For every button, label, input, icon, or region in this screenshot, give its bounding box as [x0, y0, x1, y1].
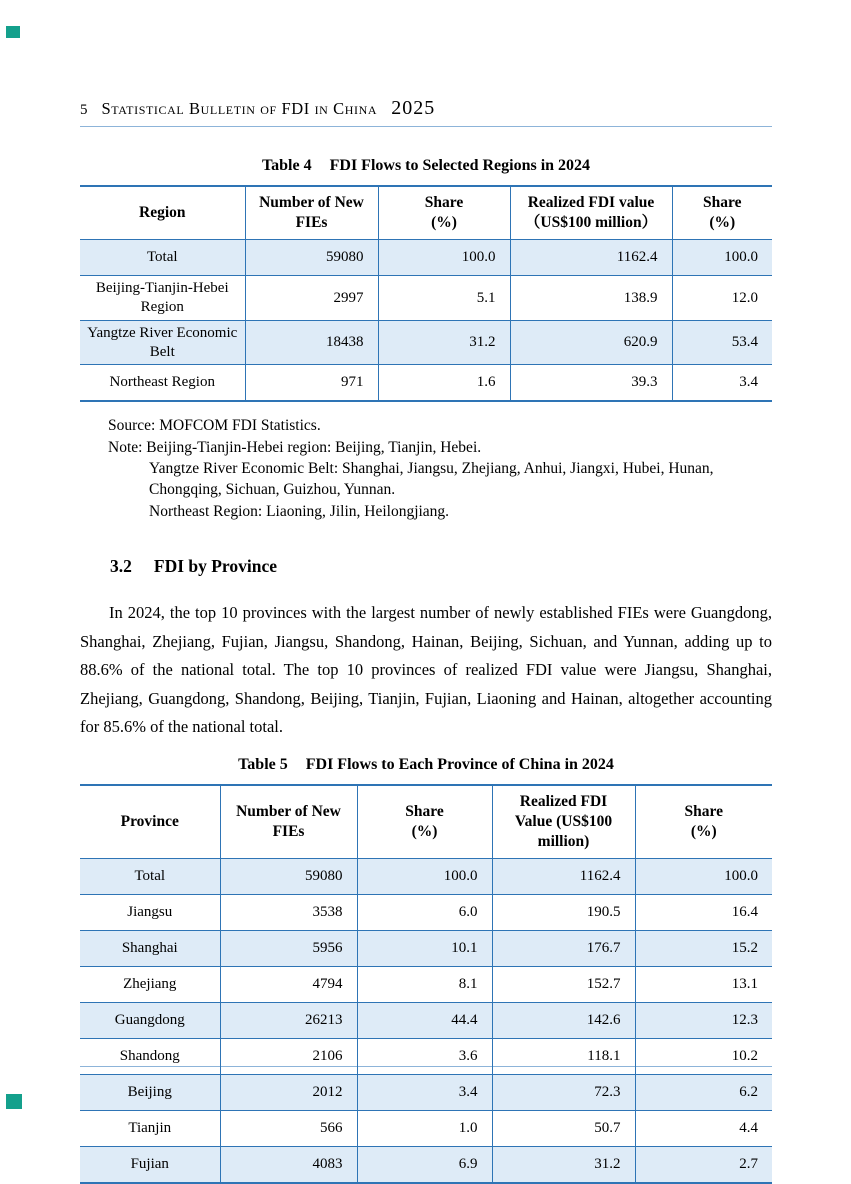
cell-new-fies: 2012	[220, 1075, 357, 1111]
table4-col-region	[80, 186, 245, 240]
table4-col-share2	[672, 186, 772, 240]
cell-province: Zhejiang	[80, 967, 220, 1003]
table-row	[80, 276, 772, 321]
note-line: Northeast Region: Liaoning, Jilin, Heilongjiang.	[149, 502, 450, 520]
cell-share: 3.4	[357, 1075, 492, 1111]
header-line: Share	[684, 802, 723, 820]
cell-fdi-value: 152.7	[492, 967, 635, 1003]
table4-col-fdi-value	[510, 186, 672, 240]
cell-fdi-value: 118.1	[492, 1039, 635, 1075]
cell-share: 12.3	[635, 1003, 772, 1039]
cell-new-fies: 4794	[220, 967, 357, 1003]
cell-fdi-value: 176.7	[492, 931, 635, 967]
cell-share: 100.0	[378, 240, 510, 276]
page-header	[80, 97, 772, 127]
cell-region: Yangtze River Economic Belt	[80, 320, 245, 365]
cell-fdi-value: 142.6	[492, 1003, 635, 1039]
cell-share: 31.2	[378, 320, 510, 365]
cell-share: 15.2	[635, 931, 772, 967]
note-line: Note: Beijing-Tianjin-Hebei region: Beijing, Tianjin, Hebei.	[108, 438, 482, 456]
header-line: （US$100 million）	[524, 214, 658, 232]
cell-share: 6.0	[357, 895, 492, 931]
cell-new-fies: 2997	[245, 276, 378, 321]
header-line: Share	[424, 194, 464, 211]
running-title-year: 2025	[391, 97, 436, 119]
cell-share: 4.4	[635, 1111, 772, 1147]
table-row	[80, 240, 772, 276]
cell-province: Total	[80, 859, 220, 895]
table4-col-new-fies	[245, 186, 378, 240]
table5-title	[80, 756, 772, 774]
cell-fdi-value: 50.7	[492, 1111, 635, 1147]
cell-share: 3.4	[672, 365, 772, 402]
header-line: FIEs	[295, 214, 328, 232]
cell-share: 12.0	[672, 276, 772, 321]
cell-share: 16.4	[635, 895, 772, 931]
cell-share: 1.0	[357, 1111, 492, 1147]
header-line: Share	[703, 194, 742, 211]
table4	[80, 185, 772, 402]
cell-share: 6.9	[357, 1147, 492, 1184]
cell-share: 10.1	[357, 931, 492, 967]
header-line: Number of New	[236, 802, 341, 820]
table4-notes	[108, 415, 772, 522]
cell-share: 100.0	[357, 859, 492, 895]
header-line: (%)	[431, 214, 457, 232]
page-content	[80, 0, 772, 1184]
table-row	[80, 859, 772, 895]
table-row	[80, 1039, 772, 1075]
table-row	[80, 1003, 772, 1039]
table-row	[80, 931, 772, 967]
cell-province: Beijing	[80, 1075, 220, 1111]
header-line: Region	[139, 204, 186, 222]
cell-province: Guangdong	[80, 1003, 220, 1039]
header-line: Number of New	[259, 194, 364, 211]
cell-province: Shandong	[80, 1039, 220, 1075]
note-line: Yangtze River Economic Belt: Shanghai, Jiangsu, Zhejiang, Anhui, Jiangxi, Hubei, Hunan, Chongqing, Sichuan, Guizhou, Yunnan.	[149, 460, 714, 499]
cell-share: 3.6	[357, 1039, 492, 1075]
header-line: Realized FDI value	[527, 194, 655, 211]
cell-new-fies: 2106	[220, 1039, 357, 1075]
table5-label: Table 5	[238, 755, 288, 773]
table-row	[80, 1111, 772, 1147]
cell-new-fies: 3538	[220, 895, 357, 931]
page-number: 5	[80, 102, 88, 118]
cell-fdi-value: 31.2	[492, 1147, 635, 1184]
header-line: (%)	[411, 823, 438, 841]
cell-fdi-value: 72.3	[492, 1075, 635, 1111]
cell-share: 13.1	[635, 967, 772, 1003]
cell-new-fies: 59080	[245, 240, 378, 276]
cell-new-fies: 5956	[220, 931, 357, 967]
cell-new-fies: 18438	[245, 320, 378, 365]
cell-region: Beijing-Tianjin-Hebei Region	[80, 276, 245, 321]
cell-new-fies: 59080	[220, 859, 357, 895]
cell-fdi-value: 620.9	[510, 320, 672, 365]
header-line: (%)	[690, 823, 717, 841]
header-line: Realized FDI	[519, 792, 608, 810]
cell-region: Northeast Region	[80, 365, 245, 402]
table5-caption: FDI Flows to Each Province of China in 2024	[305, 755, 614, 773]
table4-col-share1	[378, 186, 510, 240]
cell-region: Total	[80, 240, 245, 276]
cell-share: 1.6	[378, 365, 510, 402]
source-note: Source: MOFCOM FDI Statistics.	[108, 417, 321, 435]
table5-col-fdi-value	[492, 785, 635, 859]
table4-caption: FDI Flows to Selected Regions in 2024	[329, 157, 591, 174]
cell-fdi-value: 138.9	[510, 276, 672, 321]
header-line: FIEs	[272, 823, 305, 841]
table4-label: Table 4	[261, 157, 312, 174]
table5-col-share2	[635, 785, 772, 859]
cell-fdi-value: 39.3	[510, 365, 672, 402]
section-number: 3.2	[110, 556, 132, 577]
corner-accent-square-top	[6, 26, 20, 38]
table-row	[80, 320, 772, 365]
table5-header-row	[80, 785, 772, 859]
table5-col-share1	[357, 785, 492, 859]
section-title: FDI by Province	[153, 556, 278, 577]
cell-new-fies: 566	[220, 1111, 357, 1147]
table5-col-new-fies	[220, 785, 357, 859]
table-row	[80, 1147, 772, 1184]
table-row	[80, 895, 772, 931]
table-row	[80, 1075, 772, 1111]
cell-fdi-value: 1162.4	[510, 240, 672, 276]
table5	[80, 784, 772, 1184]
corner-accent-square-bottom	[6, 1094, 22, 1109]
cell-share: 2.7	[635, 1147, 772, 1184]
cell-share: 8.1	[357, 967, 492, 1003]
header-line: million)	[537, 833, 590, 851]
table-row	[80, 365, 772, 402]
table-row	[80, 967, 772, 1003]
cell-share: 100.0	[672, 240, 772, 276]
section-heading	[110, 556, 772, 577]
cell-share: 5.1	[378, 276, 510, 321]
table4-title	[80, 157, 772, 175]
body-paragraph: In 2024, the top 10 provinces with the largest number of newly established FIEs were Guangdong, Shanghai, Zhejiang, Fujian, Jiangsu, Shandong, Hainan, Beijing, Sichuan, and Yunnan, adding up to 88.6% of the national total. The top 10 provinces of realized FDI value were Jiangsu, Shanghai, Zhejiang, Guangdong, Shandong, Beijing, Tianjin, Fujian, Liaoning and Hainan, altogether accounting for 85.6% of the national total.	[80, 603, 772, 737]
cell-fdi-value: 1162.4	[492, 859, 635, 895]
cell-share: 53.4	[672, 320, 772, 365]
cell-share: 100.0	[635, 859, 772, 895]
cell-province: Fujian	[80, 1147, 220, 1184]
cell-share: 44.4	[357, 1003, 492, 1039]
header-line: (%)	[709, 214, 736, 232]
cell-fdi-value: 190.5	[492, 895, 635, 931]
cell-province: Shanghai	[80, 931, 220, 967]
header-line: Province	[120, 812, 179, 830]
cell-province: Jiangsu	[80, 895, 220, 931]
cell-share: 10.2	[635, 1039, 772, 1075]
running-title: Statistical Bulletin of FDI in China	[101, 99, 378, 118]
header-line: Value (US$100	[514, 812, 613, 830]
table5-col-province	[80, 785, 220, 859]
table4-header-row	[80, 186, 772, 240]
header-line: Share	[405, 802, 444, 820]
cell-share: 6.2	[635, 1075, 772, 1111]
cell-new-fies: 971	[245, 365, 378, 402]
cell-new-fies: 4083	[220, 1147, 357, 1184]
cell-new-fies: 26213	[220, 1003, 357, 1039]
cell-province: Tianjin	[80, 1111, 220, 1147]
